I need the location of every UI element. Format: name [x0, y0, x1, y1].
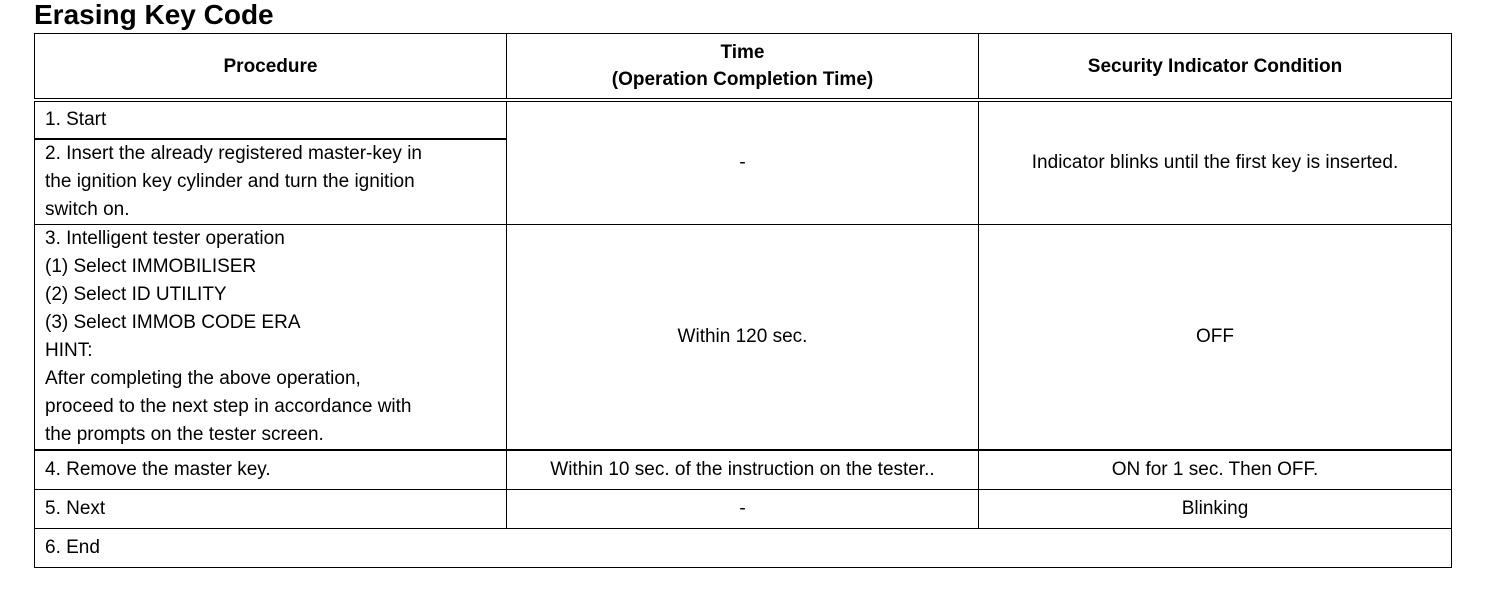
step-3-line: HINT:: [45, 340, 93, 361]
step-2-cell: [35, 139, 507, 225]
step-3-line: proceed to the next step in accordance with: [45, 396, 412, 417]
header-time: [507, 34, 979, 101]
time-cell-step-5: -: [507, 489, 979, 528]
indicator-cell-step-3: OFF: [979, 225, 1452, 451]
indicator-cell-step-5: Blinking: [979, 489, 1452, 528]
step-4-cell: 4. Remove the master key.: [35, 450, 507, 489]
indicator-cell-steps-1-2: Indicator blinks until the first key is inserted.: [979, 100, 1452, 225]
step-2-line: 2. Insert the already registered master-key in: [45, 143, 423, 164]
time-cell-steps-1-2: -: [507, 100, 979, 225]
step-2-line: switch on.: [45, 199, 130, 220]
indicator-cell-step-4: ON for 1 sec. Then OFF.: [979, 450, 1452, 489]
page-title: Erasing Key Code: [34, 0, 274, 30]
time-cell-step-4: Within 10 sec. of the instruction on the tester..: [507, 450, 979, 489]
step-3-line: After completing the above operation,: [45, 368, 361, 389]
step-3-line: 3. Intelligent tester operation: [45, 228, 285, 249]
step-3-line: (3) Select IMMOB CODE ERA: [45, 312, 301, 333]
header-time-label: Time: [720, 42, 765, 63]
step-3-line: the prompts on the tester screen.: [45, 424, 324, 445]
table-row: [35, 100, 1452, 139]
table-row: [35, 489, 1452, 528]
step-3-line: (2) Select ID UTILITY: [45, 284, 227, 305]
header-time-sublabel: (Operation Completion Time): [611, 69, 874, 90]
step-6-cell: 6. End: [35, 528, 1452, 567]
step-5-cell: 5. Next: [35, 489, 507, 528]
table-header-row: [35, 34, 1452, 101]
header-procedure: Procedure: [35, 34, 507, 101]
step-1-cell: 1. Start: [35, 100, 507, 139]
header-indicator: Security Indicator Condition: [979, 34, 1452, 101]
time-cell-step-3: Within 120 sec.: [507, 225, 979, 451]
table-row: [35, 225, 1452, 451]
step-3-line: (1) Select IMMOBILISER: [45, 256, 257, 277]
table-row: [35, 528, 1452, 567]
step-2-line: the ignition key cylinder and turn the ignition: [45, 171, 415, 192]
step-3-cell: [35, 225, 507, 451]
table-row: [35, 450, 1452, 489]
erasing-key-code-table: [34, 33, 1452, 568]
